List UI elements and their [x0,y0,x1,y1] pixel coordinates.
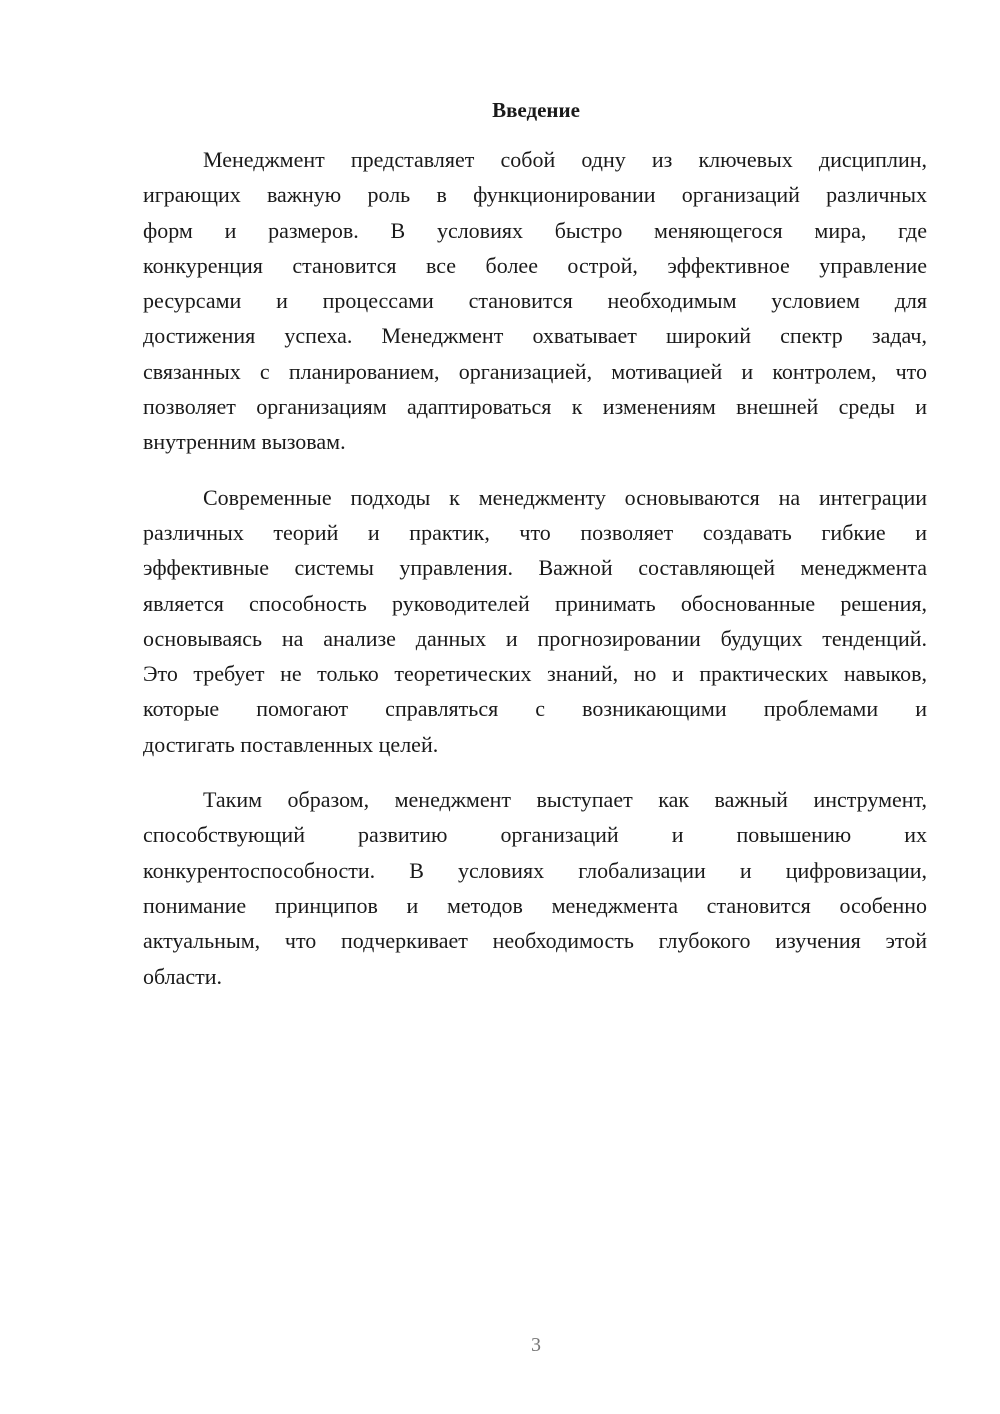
text-line: основываясь на анализе данных и прогнозировании будущих тенденций. [143,625,927,651]
text-line: внутренним вызовам. [143,429,346,455]
text-line: которые помогают справляться с возникающими проблемами и [143,696,927,722]
text-line: конкурентоспособности. В условиях глобализации и цифровизации, [143,857,927,883]
text-line: связанных с планированием, организацией, мотивацией и контролем, что [143,358,927,384]
text-line: понимание принципов и методов менеджмента становится особенно [143,892,927,918]
document-body [143,142,927,1014]
text-line: Современные подходы к менеджменту основываются на интеграции [203,484,927,510]
page-number: 3 [531,1334,541,1356]
text-line: Таким образом, менеджмент выступает как важный инструмент, [203,787,927,813]
text-line: ресурсами и процессами становится необходимым условием для [143,288,927,314]
text-line: достигать поставленных целей. [143,731,439,757]
text-line: Менеджмент представляет собой одну из ключевых дисциплин, [203,147,927,172]
page-title: Введение [492,98,580,122]
paragraph [143,480,927,762]
text-line: Это требует не только теоретических знаний, но и практических навыков, [143,661,927,687]
text-line: способствующий развитию организаций и повышению их [143,822,927,848]
text-line: достижения успеха. Менеджмент охватывает широкий спектр задач, [143,323,927,349]
text-line: конкуренция становится все более острой, эффективное управление [143,252,927,278]
text-line: форм и размеров. В условиях быстро меняющегося мира, где [143,217,927,243]
text-line: актуальным, что подчеркивает необходимость глубокого изучения этой [143,928,927,954]
text-line: играющих важную роль в функционировании организаций различных [143,182,927,208]
text-line: является способность руководителей принимать обоснованные решения, [143,590,927,616]
text-line: позволяет организациям адаптироваться к изменениям внешней среды и [143,394,927,420]
text-line: эффективные системы управления. Важной составляющей менеджмента [143,555,927,581]
paragraph [143,782,927,994]
text-line: области. [143,963,223,989]
text-line: различных теорий и практик, что позволяет создавать гибкие и [143,519,927,545]
paragraph [143,142,927,460]
